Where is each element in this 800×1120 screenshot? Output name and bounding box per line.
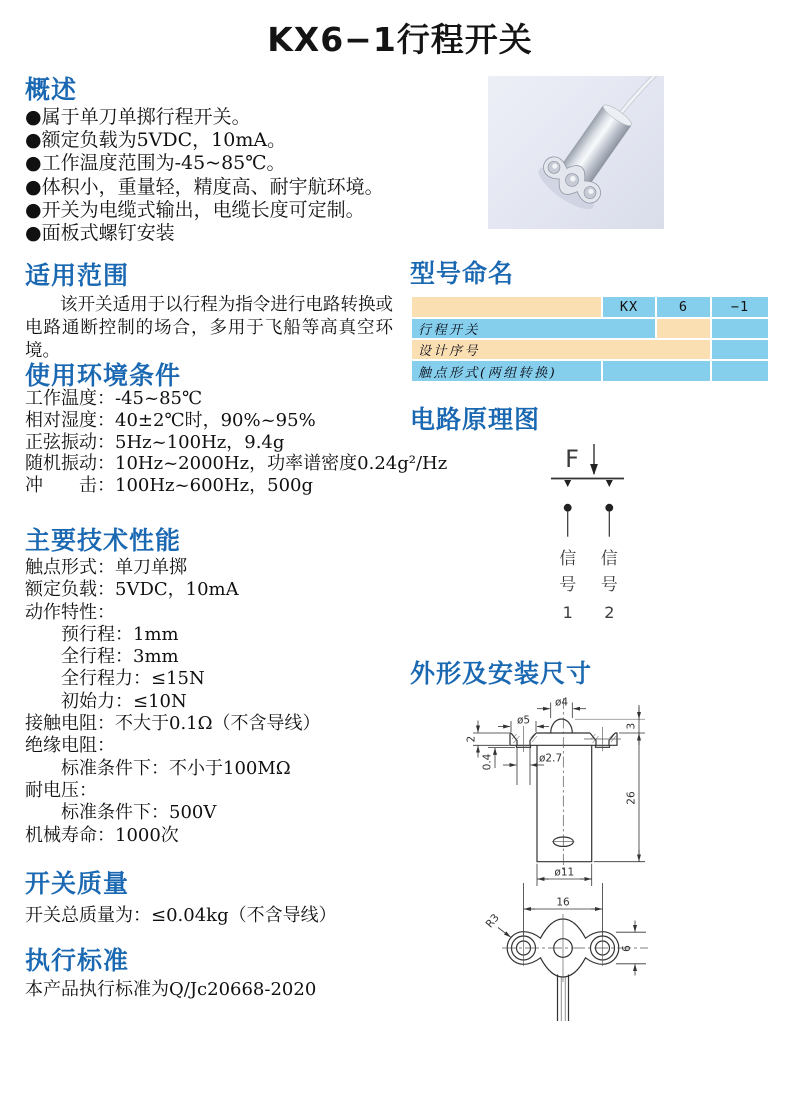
front-view-dimensions (466, 697, 646, 887)
circuit-schematic (520, 435, 660, 635)
overview-bullet: ●体积小，重量轻，精度高、耐宇航环境。 (25, 175, 384, 198)
terminal-label-signal1 (559, 549, 576, 622)
svg-text:信: 信 (559, 549, 577, 569)
dim-label-d27: ø2.7 (539, 752, 563, 765)
section-heading-standard: 执行标准 (25, 946, 130, 975)
contact-triangle-1 (564, 480, 571, 487)
section-heading-performance: 主要技术性能 (25, 526, 182, 555)
performance-spec-line: 预行程：1mm (25, 623, 179, 645)
performance-spec-line: 全行程：3mm (25, 646, 179, 668)
environment-spec-list (25, 388, 448, 497)
environment-spec-line: 工作温度：-45~85℃ (25, 388, 203, 409)
section-heading-dimensions: 外形及安装尺寸 (410, 659, 593, 688)
bottom-view (484, 883, 648, 1021)
table-cell-spacer (412, 297, 601, 317)
performance-spec-line: 动作特性： (25, 601, 115, 623)
standard-line: 本产品执行标准为Q/Jc20668-2020 (25, 979, 317, 1000)
dim-label-h6: 6 (621, 945, 633, 952)
dim-label-h3: 3 (625, 722, 638, 730)
dim-label-d5: ø5 (516, 714, 531, 727)
overview-bullet: ●面板式螺钉安装 (25, 222, 175, 245)
section-heading-model-naming: 型号命名 (410, 259, 515, 288)
table-cell-spacer (712, 319, 768, 338)
table-cell-spacer (657, 319, 710, 338)
svg-text:2: 2 (604, 603, 615, 622)
overview-bullet: ●工作温度范围为-45~85℃。 (25, 152, 286, 175)
table-cell-spacer (712, 361, 768, 381)
mass-line: 开关总质量为：≤0.04kg（不含导线） (25, 905, 337, 926)
dim-label-r3: R3 (483, 911, 502, 931)
svg-text:1: 1 (562, 603, 573, 622)
section-heading-schematic: 电路原理图 (410, 405, 541, 434)
scope-paragraph: 该开关适用于以行程为指令进行电路转换或电路通断控制的场合，多用于飞船等高真空环境。 (25, 295, 393, 361)
performance-spec-line: 初始力：≤10N (25, 690, 187, 712)
model-code-prefix: KX (603, 297, 655, 317)
model-naming-table (412, 297, 768, 381)
terminal-label-signal2 (601, 549, 618, 622)
overview-bullet-list (25, 106, 445, 245)
environment-spec-line: 随机振动：10Hz~2000Hz，功率谱密度0.24g²/Hz (25, 453, 448, 475)
dim-label-t04: 0.4 (481, 753, 494, 771)
section-heading-overview: 概述 (25, 75, 78, 104)
terminal-dot-2 (605, 504, 613, 512)
dim-label-d11: ø11 (554, 866, 575, 879)
performance-spec-line: 机械寿命：1000次 (25, 824, 179, 846)
table-cell-spacer (712, 340, 768, 359)
table-row-contact-form: 触点形式(两组转换) (412, 361, 601, 381)
overview-bullet: ●属于单刀单掷行程开关。 (25, 106, 251, 128)
overview-bullet: ●开关为电缆式输出，电缆长度可定制。 (25, 198, 365, 221)
environment-spec-line: 正弦振动：5Hz~100Hz，9.4g (25, 431, 285, 453)
performance-spec-list (25, 557, 445, 847)
overview-bullet: ●额定负载为5VDC，10mA。 (25, 129, 287, 152)
svg-text:号: 号 (559, 575, 577, 595)
performance-spec-line: 绝缘电阻： (25, 735, 115, 757)
dim-label-t2: 2 (465, 735, 478, 743)
limit-switch-photo-illustration (488, 76, 664, 229)
environment-spec-line: 相对湿度：40±2℃时，90%~95% (25, 409, 316, 431)
environment-spec-line: 冲 击：100Hz~600Hz，500g (25, 475, 314, 497)
model-code-series: 6 (657, 297, 710, 317)
section-heading-scope: 适用范围 (25, 261, 130, 290)
performance-spec-line: 标准条件下：不小于100MΩ (25, 757, 291, 779)
performance-spec-line: 触点形式：单刀单掷 (25, 557, 187, 578)
performance-spec-line: 额定负载：5VDC，10mA (25, 579, 239, 601)
contact-triangle-2 (606, 480, 613, 487)
product-photo (488, 76, 664, 229)
dim-label-d4: ø4 (554, 696, 569, 709)
performance-spec-line: 标准条件下：500V (25, 802, 217, 824)
terminal-dot-1 (564, 504, 572, 512)
performance-spec-line: 全行程力：≤15N (25, 668, 205, 690)
performance-spec-line: 接触电阻：不大于0.1Ω（不含导线） (25, 713, 321, 735)
svg-text:号: 号 (600, 575, 618, 595)
force-label: F (565, 445, 579, 473)
model-code-suffix: −1 (712, 297, 768, 317)
table-row-switch-type: 行程开关 (412, 319, 655, 338)
section-heading-environment: 使用环境条件 (25, 361, 182, 390)
section-heading-mass: 开关质量 (25, 869, 130, 898)
dim-label-h26: 26 (625, 791, 638, 805)
performance-spec-line: 耐电压： (25, 779, 97, 801)
dimension-drawing (440, 690, 730, 1035)
page-title: KX6−1行程开关 (267, 20, 533, 59)
table-cell-spacer (603, 361, 710, 381)
svg-text:信: 信 (600, 549, 618, 569)
dim-label-w16: 16 (556, 896, 570, 909)
table-row-design-serial: 设计序号 (412, 340, 710, 359)
